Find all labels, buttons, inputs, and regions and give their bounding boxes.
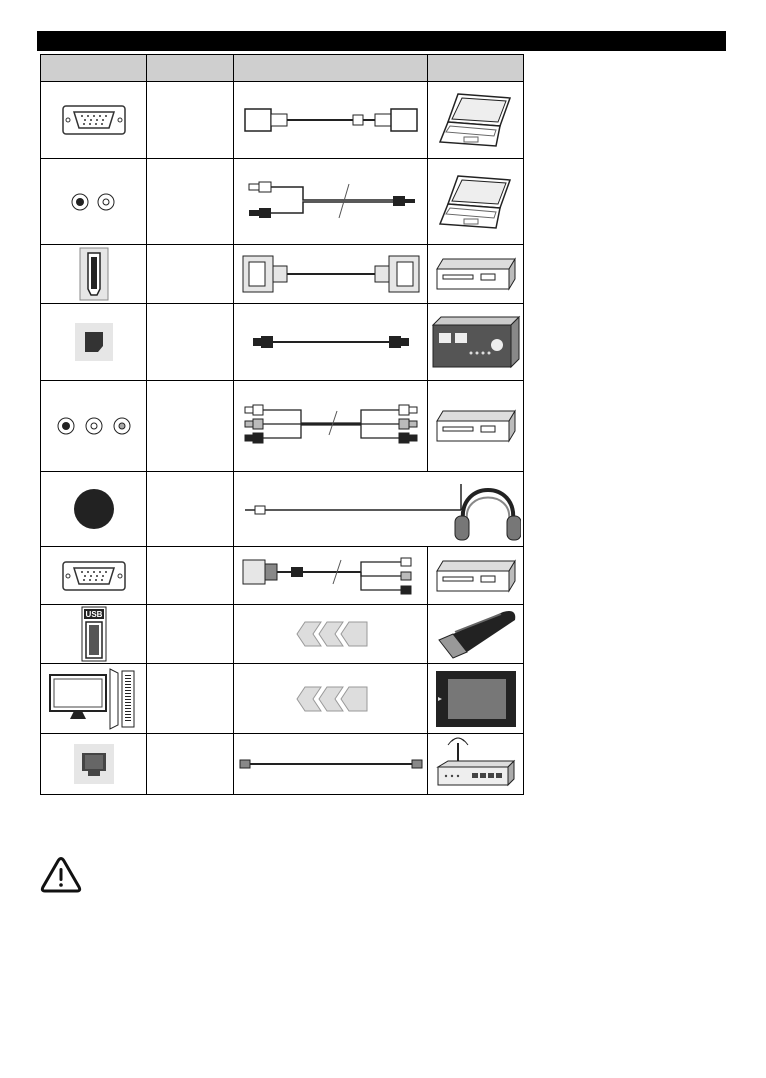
dvd-player-icon xyxy=(435,409,517,443)
device-cell xyxy=(428,82,524,159)
type-cell xyxy=(147,472,234,547)
vga-cable-icon xyxy=(243,105,419,135)
cable-cell xyxy=(234,381,428,472)
cable-cell xyxy=(234,547,428,605)
ethernet-port-icon xyxy=(73,743,115,785)
port-cell xyxy=(41,245,147,304)
rca-to-jack-cable-icon xyxy=(243,174,419,230)
table-row xyxy=(41,605,524,664)
component-cable-icon xyxy=(241,401,421,451)
type-cell xyxy=(147,664,234,734)
table-row xyxy=(41,159,524,245)
header-cables xyxy=(234,55,428,82)
router-icon xyxy=(434,737,518,791)
connections-table xyxy=(40,54,524,795)
table-row xyxy=(41,547,524,605)
type-cell xyxy=(147,82,234,159)
table-row xyxy=(41,245,524,304)
device-cell xyxy=(428,547,524,605)
port-cell xyxy=(41,304,147,381)
dvd-player-icon xyxy=(435,559,517,593)
warning-note xyxy=(40,857,82,893)
usb-port-icon xyxy=(81,606,107,662)
type-cell xyxy=(147,605,234,664)
table-row xyxy=(41,734,524,795)
vga-port-icon xyxy=(62,105,126,135)
header-connector xyxy=(41,55,147,82)
cable-cell xyxy=(234,82,428,159)
port-cell xyxy=(41,82,147,159)
cam-module-icon xyxy=(434,669,518,729)
rca-audio-port-icon xyxy=(64,187,124,217)
insert-arrows-icon xyxy=(291,620,371,648)
table-row xyxy=(41,82,524,159)
cable-cell xyxy=(234,605,428,664)
type-cell xyxy=(147,734,234,795)
section-title-bar xyxy=(37,31,726,51)
headphones-icon xyxy=(455,490,521,540)
insert-arrows-icon xyxy=(291,685,371,713)
cable-cell xyxy=(234,245,428,304)
port-cell xyxy=(41,734,147,795)
device-cell xyxy=(428,159,524,245)
type-cell xyxy=(147,381,234,472)
ethernet-cable-icon xyxy=(238,756,424,772)
optical-cable-icon xyxy=(243,332,419,352)
laptop-icon xyxy=(436,172,516,232)
table-row xyxy=(41,304,524,381)
optical-port-icon xyxy=(74,322,114,362)
device-cell xyxy=(428,304,524,381)
usb-stick-icon xyxy=(433,608,519,660)
vga-port-icon xyxy=(62,561,126,591)
device-cell xyxy=(428,381,524,472)
type-cell xyxy=(147,245,234,304)
cable-cell xyxy=(234,664,428,734)
device-cell xyxy=(428,734,524,795)
svg-text:USB: USB xyxy=(85,610,102,619)
table-row xyxy=(41,472,524,547)
amplifier-icon xyxy=(431,315,521,369)
headphone-jack-icon xyxy=(72,487,116,531)
device-cell xyxy=(428,245,524,304)
dvd-player-icon xyxy=(435,257,517,291)
type-cell xyxy=(147,304,234,381)
ci-slot-icon xyxy=(46,667,142,731)
port-cell xyxy=(41,547,147,605)
cable-cell xyxy=(234,734,428,795)
hdmi-port-icon xyxy=(79,247,109,301)
component-port-icon xyxy=(52,412,136,440)
headphone-cable-icon xyxy=(237,476,521,542)
cable-cell xyxy=(234,159,428,245)
table-row xyxy=(41,664,524,734)
port-cell xyxy=(41,664,147,734)
vga-to-rca-cable-icon xyxy=(241,554,421,598)
type-cell xyxy=(147,159,234,245)
port-cell xyxy=(41,381,147,472)
hdmi-cable-icon xyxy=(241,252,421,296)
port-cell xyxy=(41,605,147,664)
device-cell xyxy=(428,664,524,734)
port-cell xyxy=(41,159,147,245)
port-cell xyxy=(41,472,147,547)
laptop-icon xyxy=(436,90,516,150)
type-cell xyxy=(147,547,234,605)
cable-cell xyxy=(234,304,428,381)
header-type xyxy=(147,55,234,82)
cable-device-cell xyxy=(234,472,524,547)
warning-triangle-icon xyxy=(40,857,82,893)
table-row xyxy=(41,381,524,472)
table-header-row xyxy=(41,55,524,82)
device-cell xyxy=(428,605,524,664)
header-device xyxy=(428,55,524,82)
